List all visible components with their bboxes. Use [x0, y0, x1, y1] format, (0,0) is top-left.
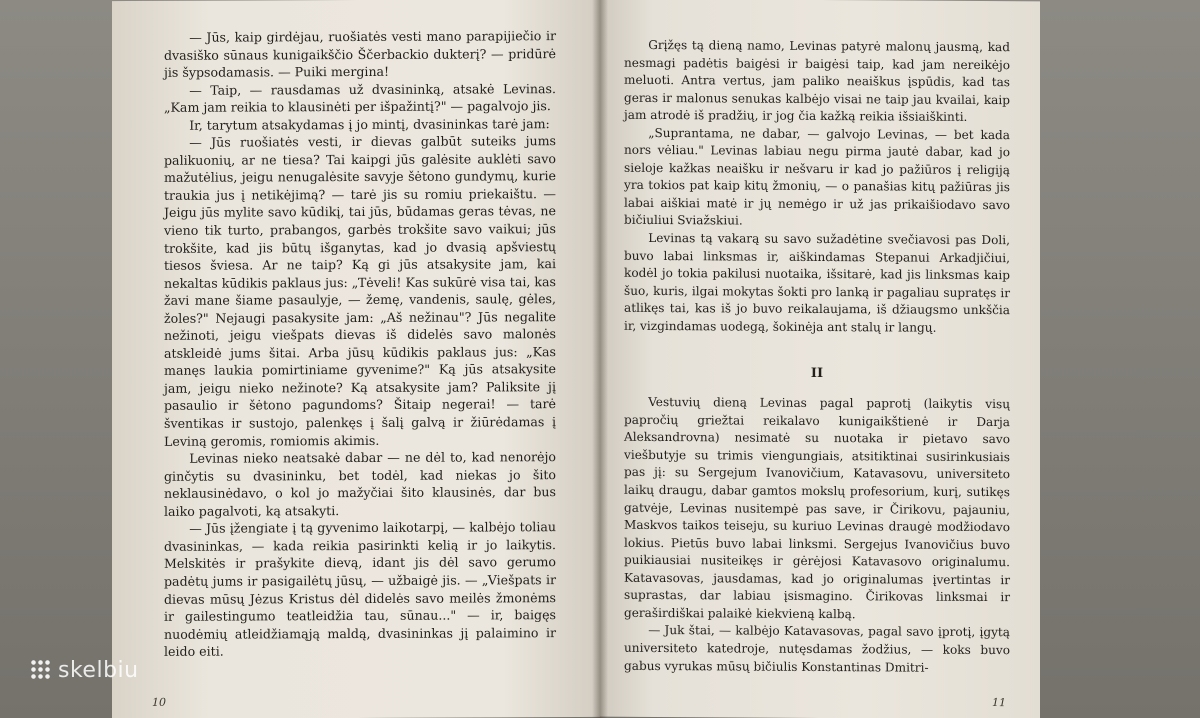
right-paragraph-1: Grįžęs tą dieną namo, Levinas patyrė malonų jausmą, kad nesmagi padėtis baigėsi ir baigėsi taip, kad jam nereikėjo meluoti. Antra vertus, jam paliko neaiškus įspūdis, kad tas geras ir malonus senukas kalbėjo visai ne taip jau kvailai, kaip jam atrodė iš pradžių, ir jog čia kažką reikia išsiaiškinti. [624, 37, 1010, 125]
watermark [30, 658, 139, 683]
right-paragraph-3: Levinas tą vakarą su savo sužadėtine svečiavosi pas Doli, buvo labai linksmas ir, aiškindamas Stepanui Arkadjičiui, kodėl jo tokia pakilusi nuotaika, išsitarė, kad jis linksmas kaip šuo, kuris, ilgai mokytas šokti pro lanką ir pagaliau supratęs ir atlikęs tai, kas iš jo buvo reikalaujama, iš džiaugsmo unkščia ir, vizgindamas uodegą, šokinėja ant stalų ir langų. [624, 230, 1010, 335]
left-paragraph-5: Levinas nieko neatsakė dabar — ne dėl to, kad nenorėjo ginčytis su dvasininku, bet todėl, kad niekas jo šito neklausinėdavo, o kol jo mažyčiai šito klausinės, dar bus laiko pagalvoti, ką atsakyti. [164, 449, 556, 519]
left-paragraph-4: — Jūs ruošiatės vesti, ir dievas galbūt suteiks jums palikuonių, ar ne tiesa? Tai kaipgi jūs galėsite auklėti savo mažutėlius, jeigu nenugalėsite savyje šėtono gundymų, kurie traukia jus į netikėjimą? — tarė jis su romiu priekaištu. — Jeigu jūs mylite savo kūdikį, tai jūs, būdamas geras tėvas, ne vieno tik turto, prabangos, garbės trokšite savo vaikui; jūs trokšite, kad jis būtų išganytas, kad jo dvasią apšviestų tiesos šviesa. Ar ne taip? Ką gi jūs atsakysite jam, kai nekaltas kūdikis paklaus jus: „Tėveli! Kas sukūrė visa tai, kas žavi mane šiame pasaulyje, — žemę, vandenis, saulę, gėles, žoles?" Nejaugi pasakysite jam: „Aš nežinau"? Jūs negalite nežinoti, jeigu viešpats dievas iš didelės savo malonės atskleidė jums šitai. Arba jūsų kūdikis paklaus jus: „Kas manęs laukia pomirtiniame gyvenime?" Ką jūs atsakysite jam, jeigu nieko nežinote? Ką atsakysite jam? Paliksite jį pasaulio ir šėtono pagundoms? Šitaip negerai! — tarė šventikas ir sustojo, palenkęs į šalį galvą ir žiūrėdamas į Leviną geromis, romiomis akimis. [164, 133, 556, 449]
right-paragraph-5: — Juk štai, — kalbėjo Katavasovas, pagal savo įprotį, įgytą universiteto katedroje, nutęsdamas žodžius, — koks buvo gabus vyrukas mūsų bičiulis Konstantinas Dmitri- [624, 623, 1010, 675]
left-paragraph-2: — Taip, — rausdamas už dvasininką, atsakė Levinas. „Kam jam reikia to klausinėti per išpažintį?" — pagalvojo jis. [164, 80, 556, 116]
left-paragraph-6: — Jūs įžengiate į tą gyvenimo laikotarpį, — kalbėjo toliau dvasininkas, — kada reikia pasirinkti kelią ir jo laikytis. Melskitės ir prašykite dievą, idant jis dėl savo gerumo padėtų jums ir pasigailėtų jūsų, — užbaigė jis. — „Viešpats ir dievas mūsų Jėzus Kristus dėl didelės savo meilės žmonėms ir gailestingumo teatleidžia tau, sūnau..." — ir, baigęs nuodėmių atleidžiamąją maldą, dvasininkas jį palaimino ir leido eiti. [164, 519, 556, 659]
left-page-number: 10 [152, 695, 166, 709]
right-page [600, 0, 1040, 718]
left-paragraph-3: Ir, tarytum atsakydamas į jo mintį, dvasininkas tarė jam: [189, 115, 550, 133]
right-paragraph-4: Vestuvių dieną Levinas pagal paprotį (laikytis visų papročių griežtai reikalavo kunigaikštienė ir Darja Aleksandrovna) nesimatė su nuotaka ir pietavo savo viešbutyje su trimis viengungiais, atsitiktinai susirinkusiais pas jį: su Sergejum Ivanovičium, Katavasovu, universiteto laikų draugu, dabar gamtos mokslų profesorium, kurį, sutikęs gatvėje, Levinas nusitempė pas save, ir Čirikovu, pajauniu, Maskvos taikos teiseju, su kuriuo Levinas draugė modžiodavo lokius. Pietūs buvo labai linksmi. Sergejus Ivanovičius buvo puikiausiai nusiteikęs ir gėrėjosi Katavasovo originalumu. Katavasovas, jausdamas, kad jo originalumas įvertintas ir suprastas, dar labiau įsismagino. Čirikovas linksmai ir geraširdiškai palaikė kiekvieną kalbą. [624, 395, 1010, 622]
right-page-number: 11 [992, 696, 1006, 710]
left-paragraph-1: — Jūs, kaip girdėjau, ruošiatės vesti mano parapijiečio ir dvasiško sūnaus kunigaikščio Ščerbackio dukterį? — pridūrė jis šypsodamasis. — Puiki mergina! [164, 28, 556, 80]
left-page [112, 0, 600, 718]
chapter-heading: II [810, 366, 824, 382]
watermark-logo-icon [30, 659, 52, 681]
right-paragraph-2: „Suprantama, ne dabar, — galvojo Levinas, — bet kada nors vėliau." Levinas labiau negu pirma jautė dabar, kad jo sieloje kažkas neaišku ir nešvaru ir kad jo pažiūros į religiją yra tokios pat kaip kitų žmonių, — o panašias kitų pažiūras jis labai aiškiai matė ir jų nemėgo ir už jas prikaišiodavo savo bičiuliui Sviažskiui. [624, 125, 1010, 228]
watermark-text: skelbiu [58, 658, 139, 683]
